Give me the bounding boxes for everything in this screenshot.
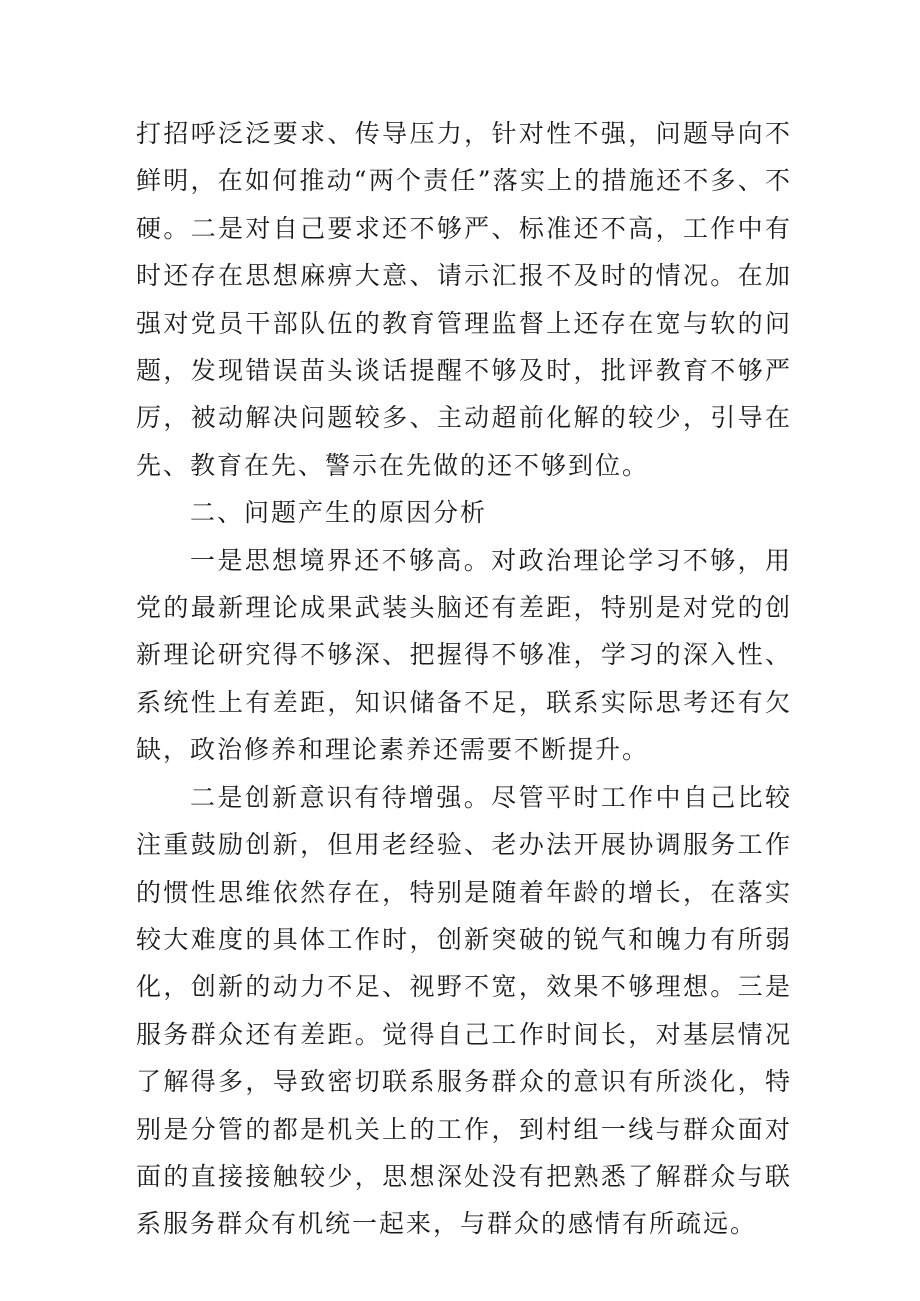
paragraph-continuation: 打招呼泛泛要求、传导压力，针对性不强，问题导向不鲜明，在如何推动“两个责任”落实上的措施还不多、不硬。二是对自己要求还不够严、标准还不高，工作中有时还存在思想麻痹大意、请示汇报不及时的情况。在加强对党员干部队伍的教育管理监督上还存在宽与软的问题，发现错误苗头谈话提醒不够及时，批评教育不够严厉，被动解决问题较多、主动超前化解的较少，引导在先、教育在先、警示在先做的还不够到位。 — [136, 119, 792, 480]
section-heading: 二、问题产生的原因分析 — [190, 498, 488, 528]
paragraph-ideological-realm: 一是思想境界还不够高。对政治理论学习不够，用党的最新理论成果武装头脑还有差距，特别是对党的创新理论研究得不够深、把握得不够准，学习的深入性、系统性上有差距，知识储备不足，联系实际思考还有欠缺，政治修养和理论素养还需要不断提升。 — [136, 545, 792, 765]
paragraph-innovation-awareness: 二是创新意识有待增强。尽管平时工作中自己比较注重鼓励创新，但用老经验、老办法开展协调服务工作的惯性思维依然存在，特别是随着年龄的增长，在落实较大难度的具体工作时，创新突破的锐气和魄力有所弱化，创新的动力不足、视野不宽，效果不够理想。三是服务群众还有差距。觉得自己工作时间长，对基层情况了解得多，导致密切联系服务群众的意识有所淡化，特别是分管的都是机关上的工作，到村组一线与群众面对面的直接接触较少，思想深处没有把熟悉了解群众与联系服务群众有机统一起来，与群众的感情有所疏远。 — [136, 782, 792, 1239]
document-body — [136, 110, 792, 1248]
